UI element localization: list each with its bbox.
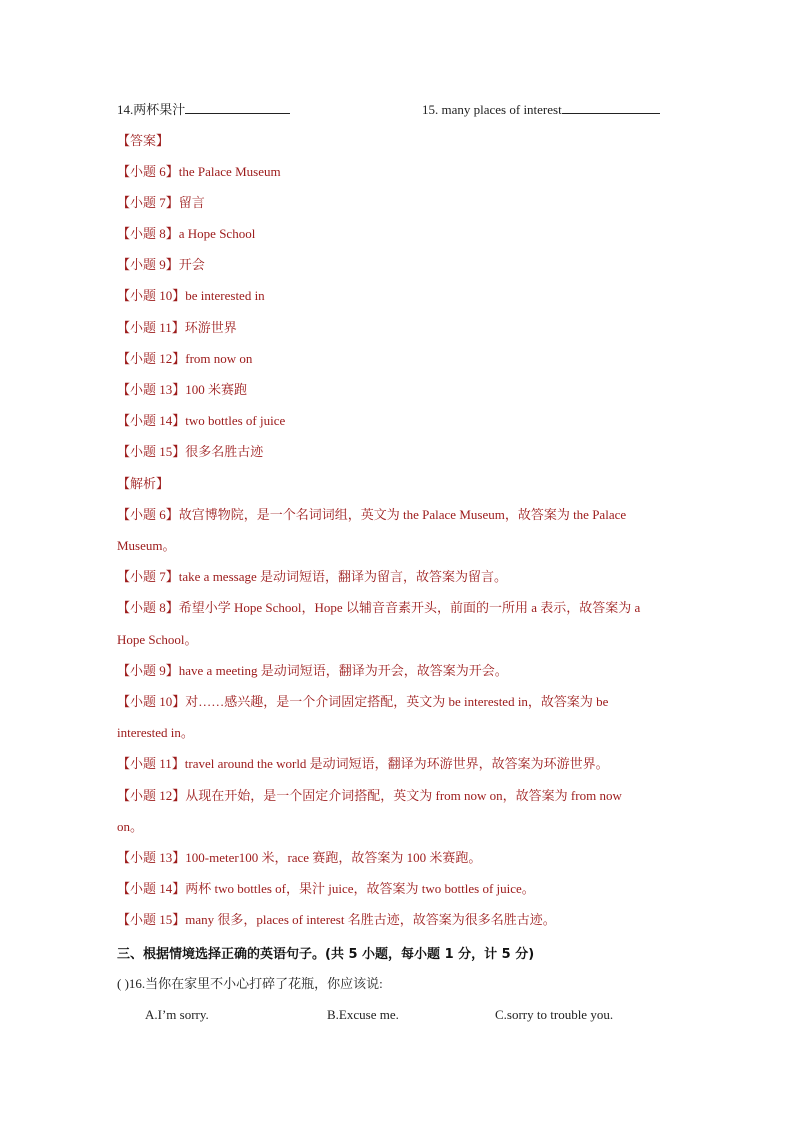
analysis-header: 【解析】 (117, 476, 170, 491)
answer-blank-14[interactable] (185, 101, 290, 114)
question-16: ( )16.当你在家里不小心打碎了花瓶，你应该说: (117, 976, 383, 991)
analysis-item: 【小题 12】从现在开始，是一个固定介词搭配，英文为 from now on，故答案为 from now (117, 788, 622, 803)
answer-item: 【小题 15】很多名胜古迹 (117, 444, 264, 459)
answer-item: 【小题 12】from now on (117, 351, 253, 366)
answer-item: 【小题 11】环游世界 (117, 320, 237, 335)
question-15 (422, 101, 660, 119)
analysis-item: 【小题 14】两杯 two bottles of，果汁 juice，故答案为 two bottles of juice。 (117, 881, 535, 896)
answer-item: 【小题 9】开会 (117, 257, 205, 272)
analysis-item: 【小题 8】希望小学 Hope School，Hope 以辅音音素开头，前面的一所用 a 表示，故答案为 a (117, 600, 641, 615)
answer-blank-15[interactable] (562, 101, 660, 114)
analysis-item: 【小题 7】take a message 是动词短语，翻译为留言，故答案为留言。 (117, 569, 507, 584)
option-b[interactable]: B.Excuse me. (327, 1007, 399, 1022)
answer-item: 【小题 14】two bottles of juice (117, 413, 286, 428)
analysis-item-continuation: Museum。 (117, 538, 176, 553)
answer-item: 【小题 6】the Palace Museum (117, 164, 281, 179)
question-15-text: 15. many places of interest (422, 102, 562, 117)
answer-item: 【小题 7】留言 (117, 195, 205, 210)
analysis-item-continuation: Hope School。 (117, 632, 198, 647)
answer-header: 【答案】 (117, 133, 170, 148)
option-a[interactable]: A.I’m sorry. (145, 1007, 209, 1022)
analysis-item: 【小题 10】对……感兴趣，是一个介词固定搭配，英文为 be interested in，故答案为 be (117, 694, 609, 709)
analysis-item: 【小题 13】100-meter100 米，race 赛跑，故答案为 100 米赛跑。 (117, 850, 482, 865)
question-14 (117, 101, 290, 119)
analysis-item: 【小题 6】故宫博物院，是一个名词词组，英文为 the Palace Museum，故答案为 the Palace (117, 507, 627, 522)
analysis-item-continuation: on。 (117, 819, 144, 834)
analysis-item-continuation: interested in。 (117, 725, 194, 740)
answer-item: 【小题 8】a Hope School (117, 226, 256, 241)
question-14-text: 14.两杯果汁 (117, 102, 186, 117)
analysis-item: 【小题 11】travel around the world 是动词短语，翻译为环游世界，故答案为环游世界。 (117, 756, 609, 771)
answer-item: 【小题 10】be interested in (117, 288, 265, 303)
section-title: 三、根据情境选择正确的英语句子。(共 5 小题，每小题 1 分，计 5 分) (117, 947, 535, 962)
option-c[interactable]: C.sorry to trouble you. (495, 1007, 614, 1022)
answer-item: 【小题 13】100 米赛跑 (117, 382, 248, 397)
analysis-item: 【小题 15】many 很多，places of interest 名胜古迹，故答案为很多名胜古迹。 (117, 912, 556, 927)
analysis-item: 【小题 9】have a meeting 是动词短语，翻译为开会，故答案为开会。 (117, 663, 508, 678)
